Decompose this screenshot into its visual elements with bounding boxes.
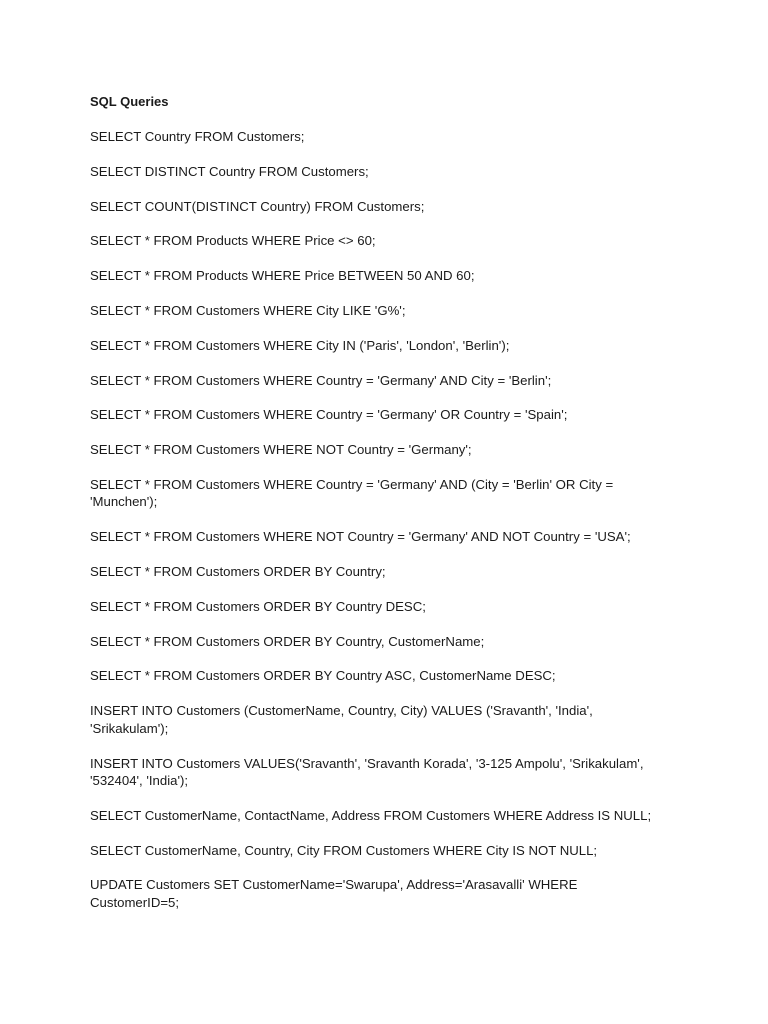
query-line: SELECT * FROM Customers WHERE NOT Country = 'Germany' AND NOT Country = 'USA'; bbox=[90, 529, 631, 545]
query-line: SELECT * FROM Customers ORDER BY Country DESC; bbox=[90, 598, 426, 614]
query-line: SELECT DISTINCT Country FROM Customers; bbox=[90, 163, 369, 179]
document-title: SQL Queries bbox=[90, 94, 169, 109]
query-line: SELECT * FROM Customers WHERE NOT Country = 'Germany'; bbox=[90, 442, 472, 458]
query-line: SELECT * FROM Customers ORDER BY Country; bbox=[90, 564, 386, 580]
query-list bbox=[90, 128, 668, 911]
query-line: SELECT * FROM Customers WHERE City LIKE 'G%'; bbox=[90, 302, 406, 318]
query-line: SELECT * FROM Products WHERE Price BETWEEN 50 AND 60; bbox=[90, 268, 475, 284]
query-line: SELECT * FROM Customers WHERE Country = 'Germany' AND (City = 'Berlin' OR City = 'Munchen'); bbox=[90, 476, 614, 510]
query-line: SELECT * FROM Customers WHERE Country = 'Germany' OR Country = 'Spain'; bbox=[90, 407, 568, 423]
query-line: INSERT INTO Customers VALUES('Sravanth', 'Sravanth Korada', '3-125 Ampolu', 'Srikakulam', '532404', 'India'); bbox=[90, 755, 644, 789]
query-line: SELECT * FROM Customers WHERE Country = 'Germany' AND City = 'Berlin'; bbox=[90, 372, 552, 388]
query-line: SELECT * FROM Customers ORDER BY Country ASC, CustomerName DESC; bbox=[90, 668, 556, 684]
query-line: SELECT * FROM Products WHERE Price <> 60; bbox=[90, 233, 376, 249]
query-line: SELECT Country FROM Customers; bbox=[90, 129, 305, 144]
query-line: SELECT * FROM Customers WHERE City IN ('Paris', 'London', 'Berlin'); bbox=[90, 337, 510, 353]
query-line: INSERT INTO Customers (CustomerName, Country, City) VALUES ('Sravanth', 'India', 'Srikakulam'); bbox=[90, 703, 593, 736]
query-line: UPDATE Customers SET CustomerName='Swarupa', Address='Arasavalli' WHERE CustomerID=5; bbox=[90, 877, 578, 910]
query-line: SELECT CustomerName, Country, City FROM Customers WHERE City IS NOT NULL; bbox=[90, 842, 598, 858]
query-line: SELECT COUNT(DISTINCT Country) FROM Customers; bbox=[90, 198, 425, 214]
query-line: SELECT CustomerName, ContactName, Address FROM Customers WHERE Address IS NULL; bbox=[90, 807, 652, 823]
query-line: SELECT * FROM Customers ORDER BY Country, CustomerName; bbox=[90, 633, 485, 649]
